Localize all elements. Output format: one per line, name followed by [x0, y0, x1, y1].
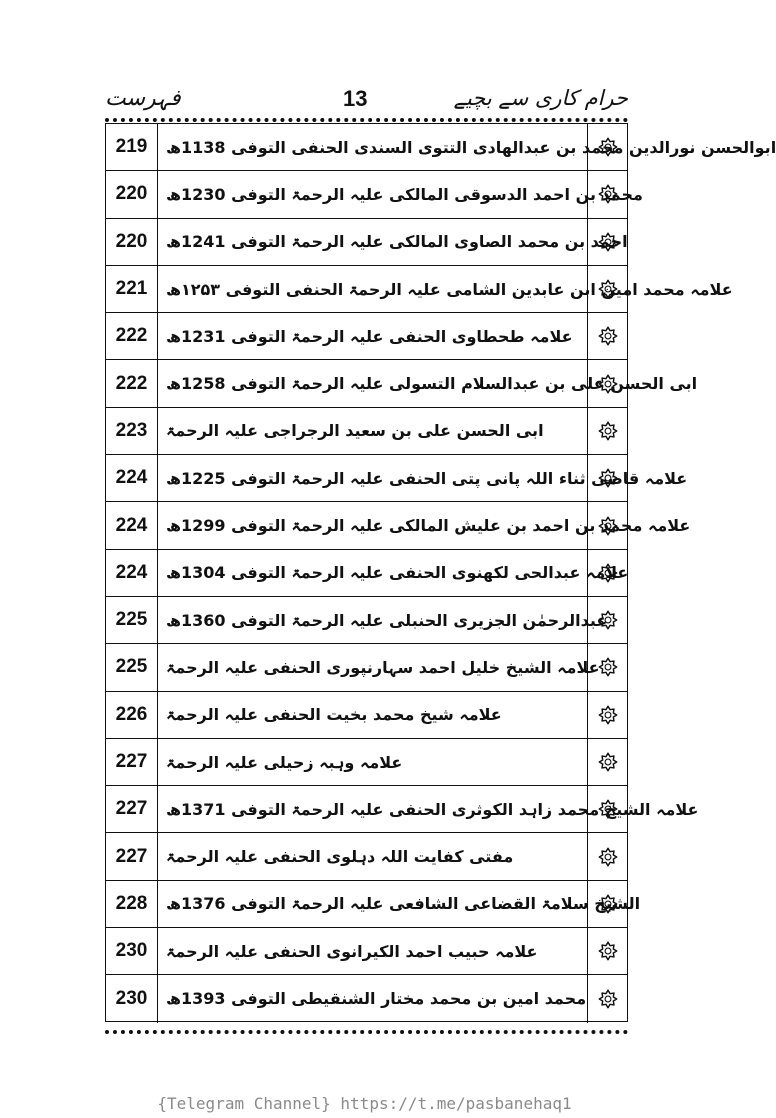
entry-title: علامہ قاضی ثناء اللہ پانی پتی الحنفی علیہ الرحمۃ التوفی 1225ھ [166, 468, 688, 488]
section-label: فہرست [105, 86, 181, 111]
entry-title: علامہ طحطاوی الحنفی علیہ الرحمۃ التوفی 1231ھ [166, 326, 573, 346]
flower-bullet-icon [587, 219, 627, 265]
flower-bullet-icon [587, 597, 627, 643]
entry-title: علامہ وہبہ زحیلی علیہ الرحمۃ [166, 752, 403, 772]
header-dotted-rule [105, 118, 628, 122]
flower-bullet-icon [587, 692, 627, 738]
entry-title: ابوالحسن نورالدین محمد بن عبدالهادی التتوی السندی الحنفی التوفی 1138ھ [166, 137, 776, 157]
entry-title: محمد بن احمد الدسوقی المالکی علیہ الرحمۃ التوفی 1230ھ [166, 184, 643, 204]
entry-title: علامہ حبیب احمد الکیرانوی الحنفی علیہ الرحمۃ [166, 941, 538, 961]
entry-title: الشیخ سلامۃ القضاعی الشافعی علیہ الرحمۃ التوفی 1376ھ [166, 894, 641, 914]
flower-bullet-icon [587, 644, 627, 690]
table-row [106, 124, 776, 171]
table-row [106, 266, 733, 313]
table-row [106, 171, 643, 218]
entry-page-number: 222 [106, 360, 158, 406]
table-row [106, 881, 641, 928]
flower-bullet-icon [587, 975, 627, 1022]
entry-title: محمد امین بن محمد مختار الشنقیطی التوفی 1393ھ [166, 989, 587, 1009]
flower-bullet-icon [587, 739, 627, 785]
entry-title: احمد بن محمد الصاوی المالکی علیہ الرحمۃ التوفی 1241ھ [166, 232, 628, 252]
table-row [106, 692, 627, 739]
flower-bullet-icon [587, 360, 627, 406]
entry-page-number: 220 [106, 171, 158, 217]
footer-dotted-rule [105, 1030, 628, 1034]
table-row [106, 219, 627, 266]
table-row [106, 550, 627, 597]
entry-title: علامہ الشیخ محمد زاہد الکوثری الحنفی علیہ الرحمۃ التوفی 1371ھ [166, 799, 699, 819]
entry-page-number: 226 [106, 692, 158, 738]
flower-bullet-icon [587, 928, 627, 974]
table-row [106, 833, 627, 880]
page-header [105, 84, 628, 114]
entry-page-number: 227 [106, 833, 158, 879]
entry-page-number: 223 [106, 408, 158, 454]
flower-bullet-icon [587, 266, 627, 312]
table-row [106, 360, 698, 407]
entry-title: علامہ محمد امین ابن عابدین الشامی علیہ الرحمۃ الحنفی التوفی ۱۲۵۳ھ [166, 279, 733, 299]
entry-page-number: 224 [106, 502, 158, 548]
entry-page-number: 221 [106, 266, 158, 312]
flower-bullet-icon [587, 502, 627, 548]
page-number: 13 [343, 86, 368, 111]
entry-title: مفتی کفایت اللہ دہلوی الحنفی علیہ الرحمۃ [166, 847, 514, 867]
entry-title: ابی الحسن علی بن سعید الرجراجی علیہ الرحمۃ [166, 421, 544, 441]
entry-title: عبدالرحمٰن الجزیری الحنبلی علیہ الرحمۃ التوفی 1360ھ [166, 610, 608, 630]
entry-page-number: 225 [106, 644, 158, 690]
flower-bullet-icon [587, 881, 627, 927]
entry-page-number: 227 [106, 739, 158, 785]
table-row [106, 502, 691, 549]
entry-page-number: 224 [106, 550, 158, 596]
table-row [106, 975, 627, 1022]
entry-page-number: 230 [106, 975, 158, 1022]
table-of-contents [105, 123, 776, 1022]
book-title: حرام کاری سے بچیے [453, 86, 628, 110]
flower-bullet-icon [587, 455, 627, 501]
watermark: {Telegram Channel} https://t.me/pasbanehaq1 [157, 1094, 572, 1113]
table-row [106, 739, 627, 786]
flower-bullet-icon [587, 550, 627, 596]
entry-page-number: 227 [106, 786, 158, 832]
flower-bullet-icon [587, 171, 627, 217]
table-row [106, 455, 688, 502]
entry-page-number: 224 [106, 455, 158, 501]
table-row [106, 786, 699, 833]
entry-title: علامہ شیخ محمد بخیت الحنفی علیہ الرحمۃ [166, 705, 502, 725]
entry-title: علامہ محمد بن احمد بن علیش المالکی علیہ الرحمۃ التوفی 1299ھ [166, 516, 691, 536]
flower-bullet-icon [587, 786, 627, 832]
flower-bullet-icon [587, 313, 627, 359]
table-row [106, 408, 627, 455]
table-row [106, 597, 627, 644]
entry-page-number: 228 [106, 881, 158, 927]
entry-title: علامہ عبدالحی لکھنوی الحنفی علیہ الرحمۃ التوفی 1304ھ [166, 563, 629, 583]
entry-title: علامہ الشیخ خلیل احمد سہارنپوری الحنفی علیہ الرحمۃ [166, 657, 600, 677]
table-row [106, 928, 627, 975]
flower-bullet-icon [587, 833, 627, 879]
table-row [106, 644, 627, 691]
table-row [106, 313, 627, 360]
entry-page-number: 225 [106, 597, 158, 643]
flower-bullet-icon [587, 124, 627, 170]
flower-bullet-icon [587, 408, 627, 454]
entry-title: ابی الحسن علی بن عبدالسلام التسولی علیہ الرحمۃ التوفی 1258ھ [166, 374, 698, 394]
entry-page-number: 222 [106, 313, 158, 359]
entry-page-number: 219 [106, 124, 158, 170]
entry-page-number: 230 [106, 928, 158, 974]
entry-page-number: 220 [106, 219, 158, 265]
